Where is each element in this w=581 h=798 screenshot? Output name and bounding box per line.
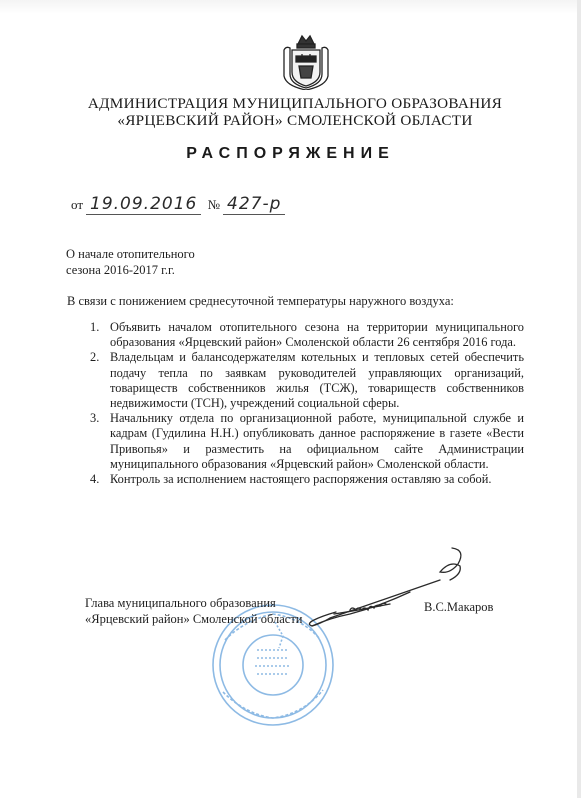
item-text: Объявить началом отопительного сезона на территории муниципального образования «Ярцевский район» Смоленской области 26 сентября 2016 года.	[110, 320, 524, 350]
position-line-1: Глава муниципального образования	[85, 596, 276, 610]
date-number-line	[68, 194, 285, 214]
scan-edge-top	[0, 0, 581, 14]
handwritten-signature	[290, 540, 470, 640]
item-number: 1.	[90, 320, 100, 334]
signatory-position	[85, 595, 302, 627]
number-label: №	[207, 197, 221, 212]
intro-paragraph: В связи с понижением среднесуточной температуры наружного воздуха:	[67, 294, 454, 308]
item-text: Начальнику отдела по организационной работе, муниципальной службе и кадрам (Гудилина Н.Н.) опубликовать данное распоряжение в газете «Вести Привопья» и разместить на официальном сайте Администрации муниципального образования «Ярцевский район» Смоленской области.	[110, 411, 524, 471]
item-number: 2.	[90, 350, 100, 365]
list-item	[90, 472, 524, 487]
item-text: Владельцам и балансодержателям котельных и тепловых сетей обеспечить подачу тепла по заявкам руководителей управляющих организаций, товариществ собственников жилья (ТСЖ), товариществ собственников недвижимости (ТСН), учреждений социальной сферы.	[110, 350, 524, 411]
item-text: Контроль за исполнением настоящего распоряжения оставляю за собой.	[110, 472, 492, 487]
subject-line-1: О начале отопительного	[66, 247, 195, 261]
coat-of-arms-icon	[280, 32, 332, 90]
date-from-label: от	[71, 197, 84, 212]
list-item	[90, 350, 524, 411]
subject-line-2: сезона 2016-2017 г.г.	[66, 263, 175, 277]
list-item	[90, 320, 524, 350]
list-item	[90, 411, 524, 472]
scan-edge-right	[577, 0, 581, 798]
org-line-2: «ЯРЦЕВСКИЙ РАЙОН» СМОЛЕНСКОЙ ОБЛАСТИ	[117, 112, 473, 129]
document-subject	[66, 246, 195, 278]
document-number: 427-р	[223, 194, 285, 215]
org-line-1: АДМИНИСТРАЦИЯ МУНИЦИПАЛЬНОГО ОБРАЗОВАНИЯ	[87, 95, 503, 112]
signatory-name: В.С.Макаров	[424, 600, 494, 614]
position-line-2: «Ярцевский район» Смоленской области	[85, 612, 303, 626]
item-number: 3.	[90, 411, 100, 426]
order-items-list	[90, 320, 524, 487]
document-type-title: РАСПОРЯЖЕНИЕ	[186, 145, 395, 162]
issuer-header	[60, 95, 530, 129]
document-date: 19.09.2016	[86, 194, 201, 215]
item-number: 4.	[90, 472, 100, 487]
